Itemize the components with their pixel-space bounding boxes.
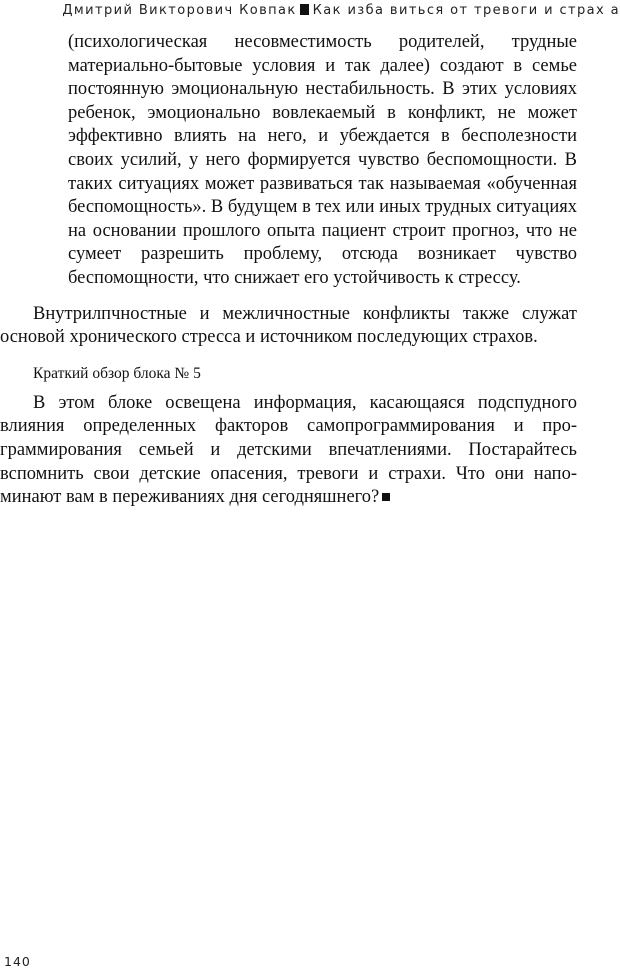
indented-quote-paragraph: (психологическая несовместимость родителей, трудные материально-бытовые условия и так далее) создают в семье постоянную эмоциональную нестабильность. В этих условиях ребенок, эмоционально вовлекаемый в конфликт, не может эффективно влиять на него, и убеждается в бесполезности своих усилий, у него формируется чувство беспомощности. В таких ситуациях может развиваться так называемая «обученная беспомощность». В будущем в тех или иных трудных ситуациях на основании прошлого опыта пациент строит прогноз, что не сумеет разрешить проблему, отсюда возникает чувство беспомощности, что снижает его устойчивость к стрессу. <box>68 32 577 288</box>
summary-heading: Краткий обзор блока № 5 <box>33 364 201 382</box>
header-separator-square <box>300 4 309 15</box>
page-content <box>0 31 577 510</box>
running-header <box>0 0 620 24</box>
header-book-title: Как изба виться от тревоги и страх а <box>312 3 620 18</box>
summary-paragraph <box>0 392 577 510</box>
header-author: Дмитрий Викторович Ковпак <box>62 3 297 18</box>
summary-paragraph-text: В этом блоке освещена информация, касающаяся подспудного влияния определенных факторов самопрограммирования и программирования семьей и детскими впечатлениями. Постарайтесь вспомнить свои детские опасения, тревоги и страхи. Что они напоминают вам в переживаниях дня сегодняшнего? <box>0 392 577 508</box>
end-of-section-square <box>382 493 390 501</box>
conflicts-paragraph: Внутрилпчностные и межличностные конфликты также служат основой хронического стресса и источником последующих страхов. <box>0 303 577 348</box>
page-number: 140 <box>4 954 31 969</box>
